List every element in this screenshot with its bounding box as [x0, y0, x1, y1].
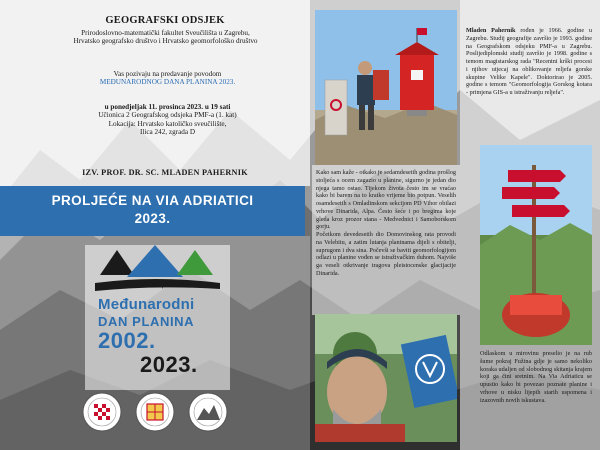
event-details	[40, 103, 295, 137]
photo-trail-signpost	[480, 145, 592, 345]
event-room: Učionica 2 Geografskog odsjeka PMF-a (1. kat)	[98, 111, 237, 120]
pmf-seal-icon	[135, 392, 175, 432]
photo-lighthouse-hiker	[315, 10, 457, 165]
institution-title: GEOGRAFSKI ODSJEK	[105, 15, 225, 26]
bio-paragraph-4: Odlaskom u mirovinu preselio je na rub šume pokraj Fužina gdje je samo nekoliko koraka udaljen od slobodnog skitanja krajem koji ga čini sretnim. Na Via Adriaticu se upustio kako bi povezao poznate planine i vrhove u nisku lijepih starih uspomena i izazovnih novih iskustava.	[480, 350, 592, 404]
bio-column-right-bottom	[480, 350, 592, 404]
institution-lines	[28, 29, 303, 46]
invitation	[40, 70, 295, 87]
invitation-line: Vas pozivaju na predavanje povodom	[113, 70, 222, 78]
logo-date: 11. prosinca	[151, 282, 189, 289]
event-address: Ilica 242, zgrada D	[139, 128, 196, 137]
logo-year-2: 2023.	[140, 352, 198, 377]
invitation-event: MEĐUNARODNOG DANA PLANINA 2023.	[99, 78, 236, 87]
hgd-seal-icon	[82, 392, 122, 432]
bio-column-middle	[316, 169, 456, 278]
event-location: Lokacija: Hrvatsko katoličko sveučilište,	[108, 119, 227, 128]
lecture-title-line-1: PROLJEĆE NA VIA ADRIATICI	[51, 193, 254, 208]
institution-line-2: Hrvatsko geografsko društvo i Hrvatsko geomorfološko društvo	[73, 37, 258, 46]
hgmd-seal-icon	[188, 392, 228, 432]
lecture-title-line-2: 2023.	[134, 210, 171, 226]
logo-line-1: Međunarodni	[98, 296, 195, 313]
bio-paragraph-2: Početkom devedesetih dio Domovinskog rata provodi na Velebitu, a zatim lutanja planinama dijeli s obitelji, suprugom i dva sina. Počevši se baviti geomorfologijom odlazi u planine vođen se istraživačkim duhom. Najviše ga veseli otkrivanje tragova pleistocenske glacijacije Dinarida.	[316, 231, 456, 277]
institution-line-1: Prirodoslovno-matematički fakultet Sveučilišta u Zagrebu,	[81, 29, 250, 37]
logo-year-1: 2002.	[98, 328, 156, 353]
photo-hiker-selfie	[315, 314, 457, 442]
bio-paragraph-1: Kako sam kaže - otkako je sedamdesetih godina prošlog stoljeća s ocem zagazio u planine, sigurno je jedan dio njega tamo ostao. Tijekom života često im se vraćao kako bi barem na to kratko vrijeme bio potpun. Veselih osamdesetih s Omladinskom sekcijom PD Vihor obilazi vrhove Dinarida, Alpa. Često šeće i po bregima koje gleda kroz prozor stana - Medvednici i Samoborskom gorju.	[316, 169, 456, 231]
bio-column-right	[466, 27, 592, 97]
bio-paragraph-3: rođen je 1966. godine u Zagrebu. Studij geografije završio je 1993. godine na Geografskom odsjeku PMF-a u Zagrebu. Poslijediplomski studij završio je 1998. godine s temom magistarskog rada "Recentni krški procesi i njihov utjecaj na oblikovanje reljefa gorske skupine Velike Kapele". Doktorirao je 2005. godine s temom "Geomorfologija Gorskog kotara - primjena GIS-a u istraživanju reljefa".	[466, 27, 592, 96]
lecture-title	[0, 192, 305, 227]
event-date: u ponedjeljak 11. prosinca 2023. u 19 sati	[104, 103, 231, 111]
bio-name: Mladen Pahernik	[466, 27, 516, 34]
logo-line-2: DAN PLANINA	[98, 314, 195, 329]
speaker-name: IZV. PROF. DR. SC. MLADEN PAHERNIK	[82, 168, 248, 177]
